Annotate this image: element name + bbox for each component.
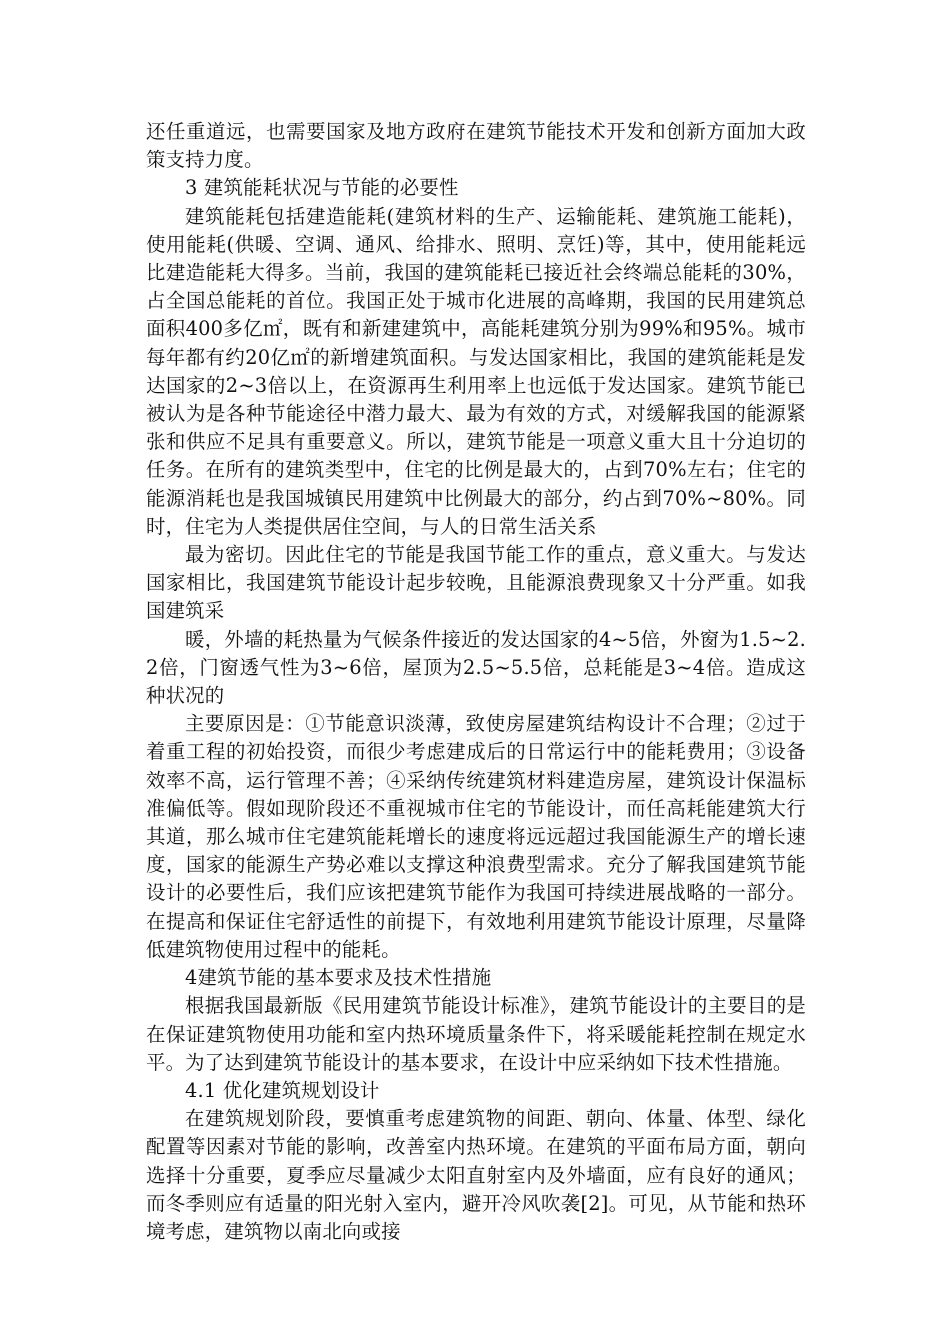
section-heading-3: 3 建筑能耗状况与节能的必要性: [185, 176, 459, 200]
paragraph-heating-comparison: 暖，外墙的耗热量为气候条件接近的发达国家的4~5倍，外窗为1.5~2.2倍，门窗透气性为3~6倍，屋顶为2.5~5.5倍，总耗能是3~4倍。造成这种状况的: [146, 627, 806, 708]
paragraph-residential-energy: 最为密切。因此住宅的节能是我国节能工作的重点，意义重大。与发达国家相比，我国建筑节能设计起步较晚，且能源浪费现象又十分严重。如我国建筑采: [146, 543, 806, 623]
document-body: [146, 118, 806, 1246]
paragraph-continuation: 还任重道远，也需要国家及地方政府在建筑节能技术开发和创新方面加大政策支持力度。: [146, 120, 806, 172]
paragraph-energy-consumption: 建筑能耗包括建造能耗(建筑材料的生产、运输能耗、建筑施工能耗)，使用能耗(供暖、空调、通风、给排水、照明、烹饪)等，其中，使用能耗远比建造能耗大得多。当前，我国的建筑能耗已接近社会终端总能耗的30%，占全国总能耗的首位。我国正处于城市化进展的高峰期，我国的民用建筑总面积400多亿㎡，既有和新建建筑中，高能耗建筑分别为99%和95%。城市每年都有约20亿㎡的新增建筑面积。与发达国家相比，我国的建筑能耗是发达国家的2~3倍以上，在资源再生利用率上也远低于发达国家。建筑节能已被认为是各种节能途径中潜力最大、最为有效的方式，对缓解我国的能源紧张和供应不足具有重要意义。所以，建筑节能是一项意义重大且十分迫切的任务。在所有的建筑类型中，住宅的比例是最大的，占到70%左右；住宅的能源消耗也是我国城镇民用建筑中比例最大的部分，约占到70%~80%。同时，住宅为人类提供居住空间，与人的日常生活关系: [146, 204, 806, 538]
paragraph-design-standard: 根据我国最新版《民用建筑节能设计标准》，建筑节能设计的主要目的是在保证建筑物使用功能和室内热环境质量条件下，将采暖能耗控制在规定水平。为了达到建筑节能设计的基本要求，在设计中应采纳如下技术性措施。: [146, 994, 806, 1074]
section-heading-4-1: 4.1 优化建筑规划设计: [185, 1078, 380, 1102]
paragraph-planning-design: 在建筑规划阶段，要慎重考虑建筑物的间距、朝向、体量、体型、绿化配置等因素对节能的影响，改善室内热环境。在建筑的平面布局方面，朝向选择十分重要，夏季应尽量减少太阳直射室内及外墙面，应有良好的通风；而冬季则应有适量的阳光射入室内，避开冷风吹袭[2]。可见，从节能和热环境考虑，建筑物以南北向或接: [146, 1107, 806, 1243]
section-heading-4: 4建筑节能的基本要求及技术性措施: [185, 966, 492, 990]
paragraph-main-reasons: 主要原因是：①节能意识淡薄，致使房屋建筑结构设计不合理；②过于着重工程的初始投资，而很少考虑建成后的日常运行中的能耗费用；③设备效率不高，运行管理不善；④采纳传统建筑材料建造房屋，建筑设计保温标准偏低等。假如现阶段还不重视城市住宅的节能设计，而任高耗能建筑大行其道，那么城市住宅建筑能耗增长的速度将远远超过我国能源生产的增长速度，国家的能源生产势必难以支撑这种浪费型需求。充分了解我国建筑节能设计的必要性后，我们应该把建筑节能作为我国可持续进展战略的一部分。在提高和保证住宅舒适性的前提下，有效地利用建筑节能设计原理，尽量降低建筑物使用过程中的能耗。: [146, 712, 806, 961]
